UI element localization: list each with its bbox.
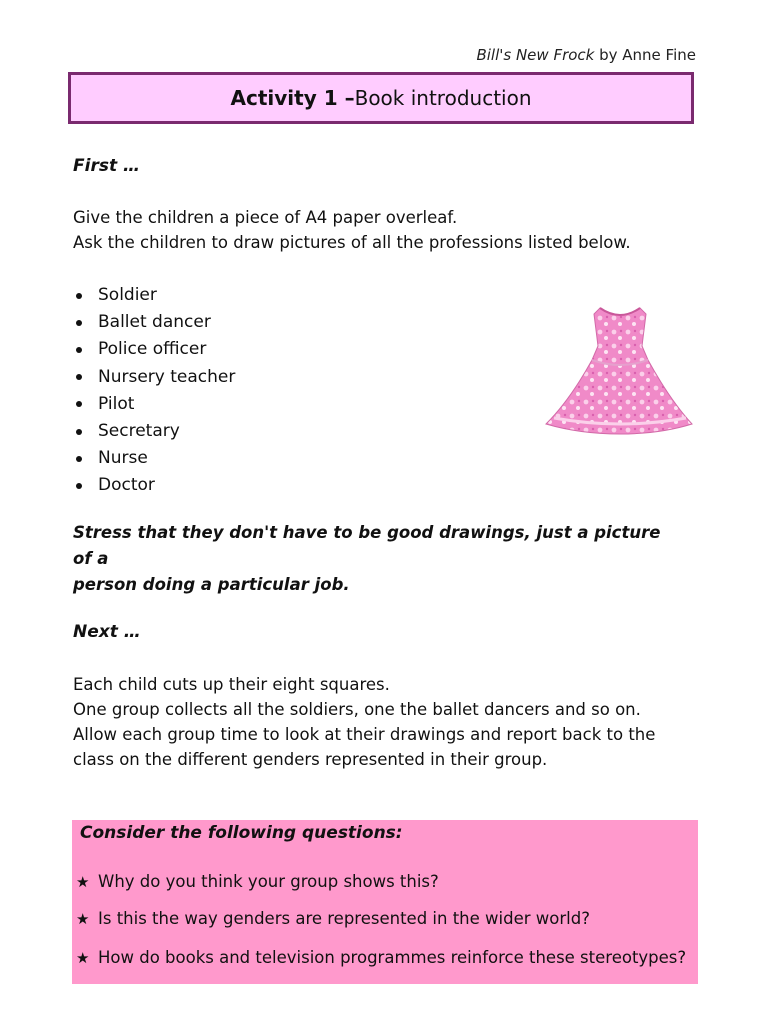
profession-label: Soldier	[98, 285, 157, 306]
instruction-line: One group collects all the soldiers, one the ballet dancers and so on.	[73, 700, 641, 719]
instruction-line: Ask the children to draw pictures of all the professions listed below.	[73, 233, 631, 252]
stress-line: Stress that they don't have to be good drawings, just a picture of a	[73, 523, 661, 568]
profession-label: Pilot	[98, 393, 135, 414]
list-item	[73, 309, 235, 336]
question-item	[76, 948, 686, 967]
list-item	[73, 364, 235, 391]
running-header	[476, 46, 696, 64]
pink-dress-image	[540, 300, 700, 440]
next-instructions	[73, 672, 655, 772]
question-text: Why do you think your group shows this?	[98, 872, 439, 891]
question-text: How do books and television programmes reinforce these stereotypes?	[98, 948, 687, 967]
profession-label: Police officer	[98, 339, 207, 360]
bullet-icon	[76, 347, 82, 353]
bullet-icon	[76, 483, 82, 489]
list-item	[73, 282, 235, 309]
bullet-icon	[76, 374, 82, 380]
book-title: Bill's New Frock	[476, 46, 595, 64]
star-icon: ★	[76, 872, 90, 891]
bullet-icon	[76, 429, 82, 435]
profession-label: Nurse	[98, 448, 148, 469]
author-credit: by Anne Fine	[594, 46, 696, 64]
bullet-icon	[76, 293, 82, 299]
instruction-line: Give the children a piece of A4 paper overleaf.	[73, 208, 458, 227]
list-item	[73, 445, 235, 472]
list-item	[73, 418, 235, 445]
stress-line: person doing a particular job.	[73, 575, 350, 594]
star-icon: ★	[76, 948, 90, 967]
next-heading: Next …	[73, 622, 141, 642]
stress-note	[73, 520, 673, 598]
instruction-line: Allow each group time to look at their drawings and report back to the	[73, 725, 656, 744]
list-item	[73, 472, 235, 499]
instruction-line: Each child cuts up their eight squares.	[73, 675, 390, 694]
question-item	[76, 909, 590, 928]
profession-label: Doctor	[98, 475, 155, 496]
question-text: Is this the way genders are represented in the wider world?	[98, 909, 590, 928]
activity-number: Activity 1 –	[230, 86, 355, 110]
activity-title-box	[68, 72, 694, 124]
profession-label: Nursery teacher	[98, 366, 236, 387]
bullet-icon	[76, 401, 82, 407]
bullet-icon	[76, 320, 82, 326]
activity-name: Book introduction	[354, 86, 532, 110]
first-heading: First …	[73, 156, 140, 176]
profession-label: Secretary	[98, 421, 180, 442]
instruction-line: class on the different genders represented in their group.	[73, 750, 548, 769]
questions-box	[72, 820, 698, 984]
list-item	[73, 336, 235, 363]
bullet-icon	[76, 456, 82, 462]
question-item	[76, 872, 439, 891]
list-item	[73, 391, 235, 418]
star-icon: ★	[76, 909, 90, 928]
first-instructions	[73, 205, 631, 255]
professions-list	[73, 282, 235, 500]
profession-label: Ballet dancer	[98, 312, 211, 333]
questions-title: Consider the following questions:	[80, 823, 403, 843]
